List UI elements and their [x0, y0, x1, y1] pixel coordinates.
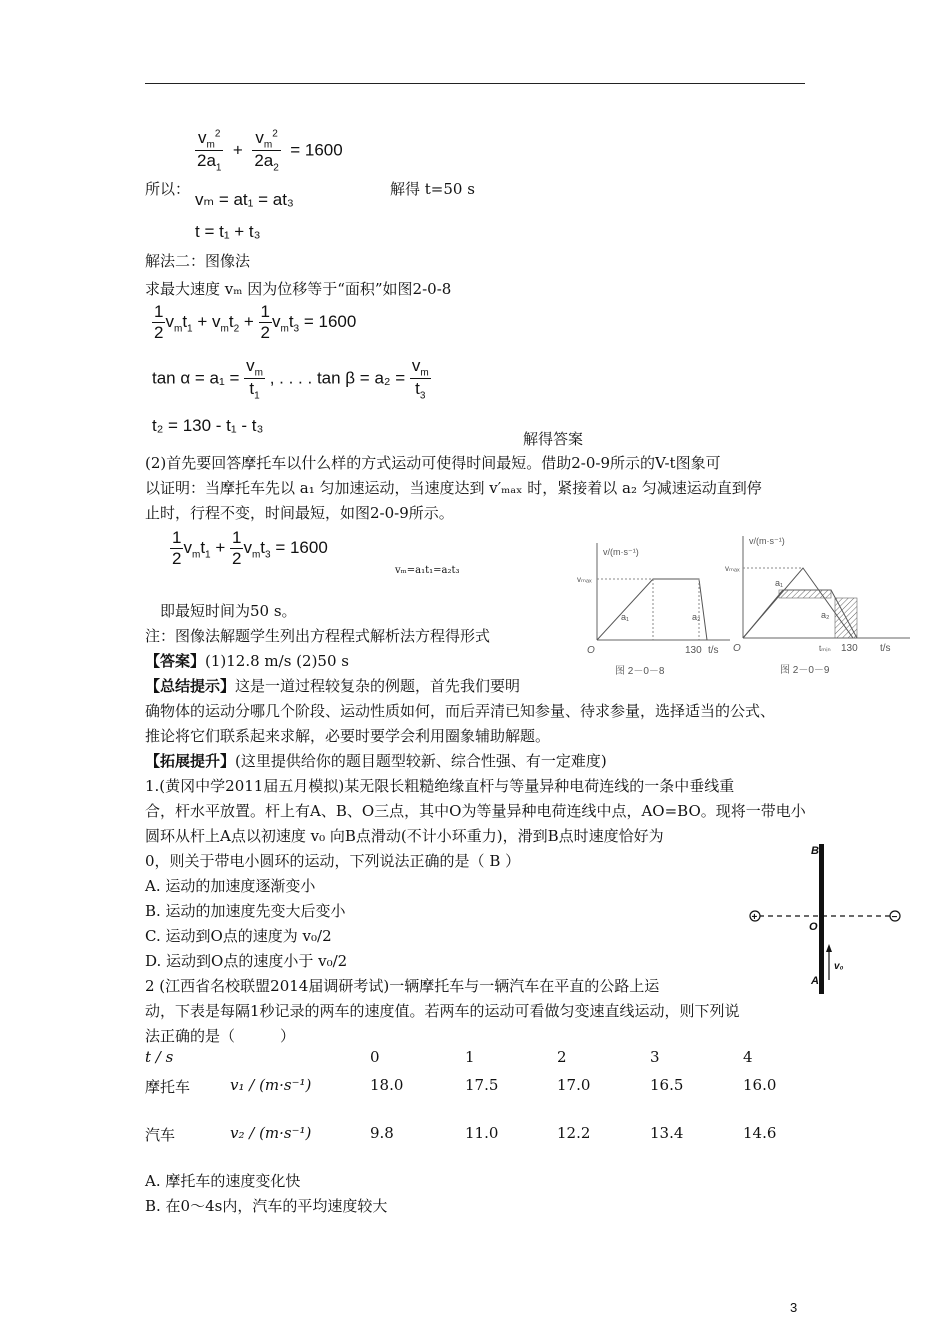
- extension-line: 【拓展提升】(这里提供给你的题目题型较新、综合性强、有一定难度): [145, 752, 607, 770]
- fig9-a2-label: a₂: [821, 610, 830, 620]
- table-row: 汽车 v₂ / (m·s⁻¹) 9.8 11.0 12.2 13.4 14.6: [145, 1124, 777, 1144]
- fig8-xlabel: t/s: [708, 645, 719, 656]
- speed-table: [145, 1048, 795, 1152]
- charged-rod-figure: [745, 838, 905, 996]
- q1-option-d: D. 运动到O点的速度小于 v₀/2: [145, 952, 348, 970]
- find-vm-text: 求最大速度 vₘ 因为位移等于“面积”如图2-0-8: [145, 280, 452, 298]
- rod: [819, 844, 824, 994]
- q1-line2: 合，杆水平放置。杆上有A、B、O三点，其中O为等量异种电荷连线中点，AO=BO。现将一带电小: [145, 802, 806, 820]
- header-rule: [145, 83, 805, 84]
- q1-option-a: A. 运动的加速度逐渐变小: [145, 877, 316, 895]
- q2-option-b: B. 在0～4s内，汽车的平均速度较大: [145, 1197, 388, 1215]
- q1-option-b: B. 运动的加速度先变大后变小: [145, 902, 346, 920]
- fig9-hatch-top: [779, 590, 831, 598]
- rod-label-o: O: [809, 921, 818, 933]
- negative-charge-sign: −: [891, 912, 898, 923]
- summary-line1: 【总结提示】这是一道过程较复杂的例题，首先我们要明: [145, 677, 521, 695]
- q1-line1: 1.(黄冈中学2011届五月模拟)某无限长粗糙绝缘直杆与等量异种电荷连线的一条中垂线重: [145, 777, 735, 795]
- paragraph-2-line1: (2)首先要回答摩托车以什么样的方式运动可使得时间最短。借助2-0-9所示的V-t图象可: [145, 454, 721, 472]
- figure-2-0-9: [725, 530, 915, 680]
- fig8-origin: O: [587, 645, 595, 656]
- fig8-a2-label: a₂: [692, 612, 701, 622]
- summary-line3: 推论将它们联系起来求解，必要时要学会利用圈象辅助解题。: [145, 727, 551, 745]
- equation-sum-squares: $\frac{v_m^2}{2a_1}$ + $\frac{v_m^2}{2a_2}$ = 1600: [197, 128, 343, 174]
- q2-line2: 动，下表是每隔1秒记录的两车的速度值。若两车的运动可看做匀变速直线运动，则下列说: [145, 1002, 740, 1020]
- summary-line2: 确物体的运动分哪几个阶段、运动性质如何，而后弄清已知参量、待求参量，选择适当的公式、: [145, 702, 776, 720]
- q2-line1: 2 (江西省名校联盟2014届调研考试)一辆摩托车与一辆汽车在平直的公路上运: [145, 977, 660, 995]
- note-text: 注：图像法解题学生列出方程程式解析法方程得形式: [145, 627, 491, 645]
- min-time-text: 即最短时间为50 s。: [160, 602, 297, 620]
- table-header-row: t / s 0 1 2 3 4: [145, 1048, 753, 1066]
- q1-line3: 圆环从杆上A点以初速度 v₀ 向B点滑动(不计小环重力)，滑到B点时速度恰好为: [145, 827, 664, 845]
- fig9-hatch-right: [835, 598, 857, 638]
- fig8-caption: 图 2－0－8: [615, 666, 665, 677]
- fig9-xlabel: t/s: [880, 643, 891, 654]
- equation-t: t = t₁ + t₃: [195, 222, 261, 241]
- equation-vm: vₘ = at₁ = at₃: [195, 190, 294, 209]
- q1-line4: 0，则关于带电小圆环的运动，下列说法正确的是（ B ）: [145, 852, 521, 870]
- q2-option-a: A. 摩托车的速度变化快: [145, 1172, 301, 1190]
- fig9-vmax-label: vₘₐₓ: [725, 564, 740, 573]
- velocity-label: v₀: [834, 961, 844, 972]
- method-two-heading: 解法二：图像法: [145, 252, 251, 270]
- velocity-arrow-icon: [826, 944, 832, 952]
- fig8-ylabel: v/(m·s⁻¹): [603, 547, 639, 557]
- q2-line3: 法正确的是（ ）: [145, 1027, 296, 1045]
- figure-2-0-8: [575, 535, 735, 680]
- fig8-vmax-label: vₘₐₓ: [577, 575, 592, 584]
- fig8-tick-130: 130: [685, 645, 702, 656]
- rod-label-b: B: [811, 845, 819, 857]
- fig9-tmin-label: tₘᵢₙ: [819, 644, 831, 653]
- fig8-a1-label: a₁: [621, 612, 630, 622]
- fig9-caption: 图 2－0－9: [780, 665, 830, 676]
- paragraph-2-line3: 止时，行程不变，时间最短，如图2-0-9所示。: [145, 504, 454, 522]
- answer-text: (1)12.8 m/s (2)50 s: [205, 652, 349, 670]
- fig9-tick-130: 130: [841, 643, 858, 654]
- q1-option-c: C. 运动到O点的速度为 v₀/2: [145, 927, 332, 945]
- so-label: 所以：: [145, 180, 191, 198]
- paragraph-2-line2: 以证明：当摩托车先以 a₁ 匀加速运动，当速度达到 v′ₘₐₓ 时，紧接着以 a₂ 匀减速运动直到停: [145, 479, 762, 497]
- equation-t2: t₂ = 130 - t₁ - t₃: [152, 416, 264, 435]
- solve-t-text: 解得 t=50 s: [390, 180, 475, 198]
- vm-relation: vₘ=a₁t₁=a₂t₃: [395, 565, 460, 576]
- fig9-a1-label: a₁: [775, 578, 784, 588]
- page-number: 3: [790, 1300, 798, 1315]
- equation-min-area: $\frac{1}{2}$ $v_mt_1$ + $\frac{1}{2}$ $v_mt_3 = 1600$: [172, 528, 328, 568]
- fig9-origin: O: [733, 643, 741, 654]
- solve-answer-text: 解得答案: [523, 430, 584, 448]
- extension-label: 【拓展提升】: [145, 752, 236, 770]
- fig9-ylabel: v/(m·s⁻¹): [749, 536, 785, 546]
- equation-area: $\frac{1}{2}$ $v_mt_1 + v_mt_2$ + $\frac{1}{2}$ $v_mt_3 = 1600$: [154, 302, 357, 342]
- equation-tan: tan α = a₁ = $\frac{v_m}{t_1}$ , . . . . tan β = a₂ = $\frac{v_m}{t_3}$: [152, 356, 429, 402]
- answer-label: 【答案】: [145, 652, 206, 670]
- answer-line: [145, 650, 349, 671]
- positive-charge-sign: +: [751, 912, 758, 923]
- summary-label: 【总结提示】: [145, 677, 236, 695]
- table-row: 摩托车 v₁ / (m·s⁻¹) 18.0 17.5 17.0 16.5 16.0: [145, 1076, 777, 1096]
- fig8-vt-curve: [597, 579, 707, 640]
- rod-label-a: A: [811, 975, 819, 987]
